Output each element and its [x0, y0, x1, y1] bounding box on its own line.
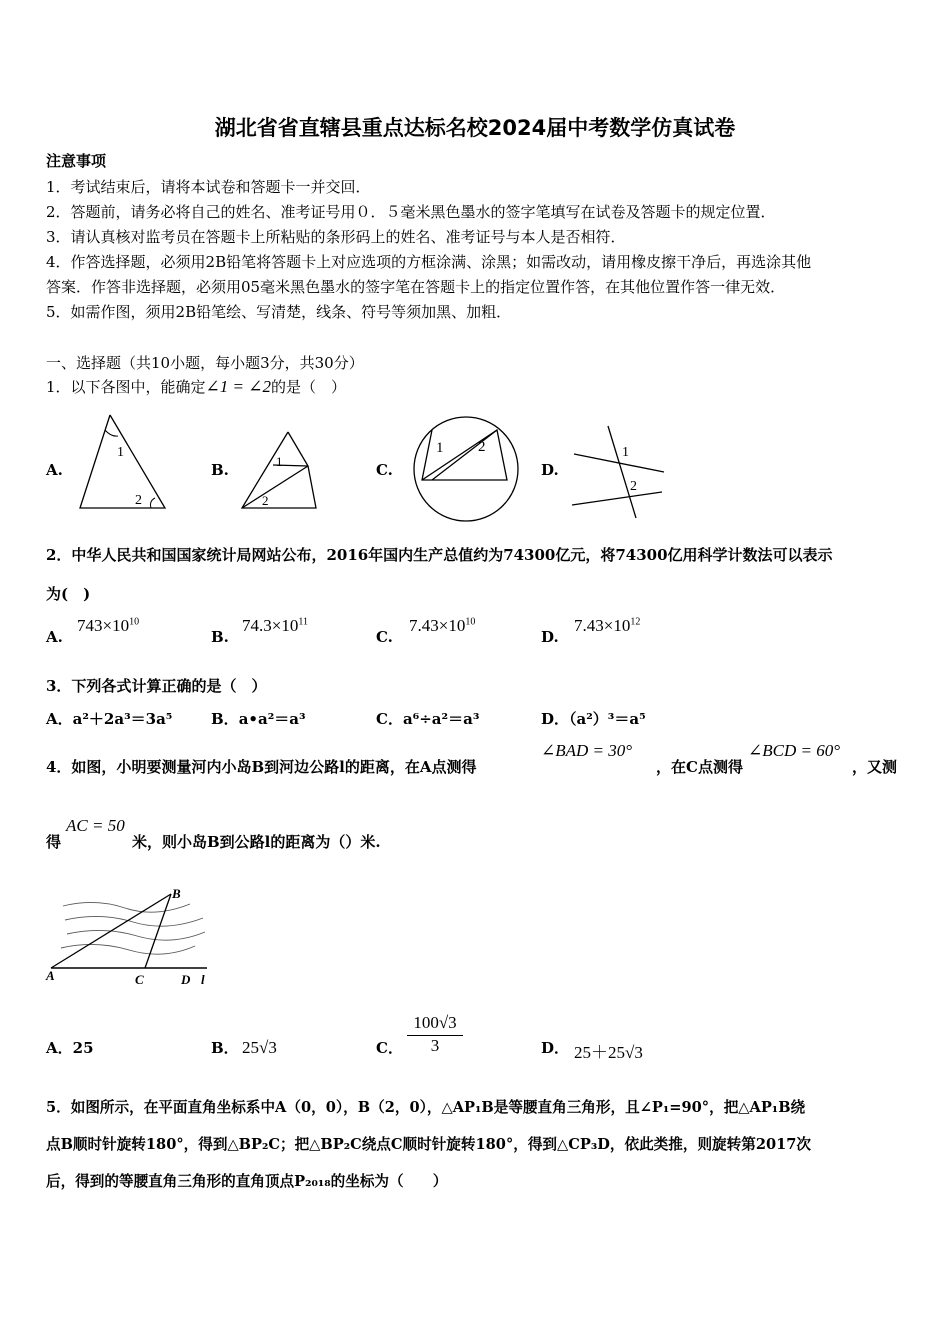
- q4-option-b-label: B．: [211, 1039, 239, 1057]
- q2-option-a: A.: [46, 628, 63, 646]
- q1-option-d: D.: [541, 461, 559, 479]
- q4-ac-length: AC = 50: [66, 816, 125, 835]
- q4-option-c-fraction: 100√3 3: [407, 1013, 463, 1056]
- question-4-stem: 4．如图，小明要测量河内小岛B到河边公路l的距离，在A点测得: [46, 758, 477, 776]
- notice-item: 5．如需作图，须用2B铅笔绘、写清楚，线条、符号等须加黑、加粗．: [46, 303, 512, 321]
- q2-option-d-value: $7.43\times 10^{12}$: [574, 616, 641, 635]
- question-5-stem-cont: 后，得到的等腰直角三角形的直角顶点P₂₀₁₈的坐标为（ ）: [46, 1173, 448, 1190]
- q1-figure-b: [238, 432, 328, 512]
- q1-option-a: A.: [46, 461, 63, 479]
- q2-option-b: B.: [211, 628, 229, 646]
- notice-item: 2．答题前，请务必将自己的姓名、准考证号用０．５毫米黑色墨水的签字笔填写在试卷及答题卡的规定位置．: [46, 203, 776, 221]
- q4-option-a: A．25: [46, 1039, 94, 1057]
- q3-option-c: C．a⁶÷a²＝a³: [376, 710, 480, 728]
- q1-option-c: C.: [376, 461, 393, 479]
- svg-text:1: 1: [622, 445, 629, 460]
- question-1-stem: 1．以下各图中，能确定∠1 = ∠2的是（ ）: [46, 377, 347, 396]
- q2-option-d: D.: [541, 628, 559, 646]
- question-3-stem: 3．下列各式计算正确的是（ ）: [46, 677, 267, 695]
- svg-text:D: D: [181, 972, 191, 987]
- question-5-stem: 5．如图所示，在平面直角坐标系中A（0，0），B（2，0），△AP₁B是等腰直角三角形，且∠P₁=90°，把△AP₁B绕: [46, 1099, 806, 1116]
- svg-text:l: l: [201, 972, 205, 987]
- svg-text:1: 1: [276, 454, 283, 469]
- q3-option-b: B．a•a²＝a³: [211, 710, 306, 728]
- q4-option-b-value: 25√3: [242, 1038, 277, 1057]
- svg-text:A: A: [46, 968, 55, 983]
- q2-option-c: C.: [376, 628, 393, 646]
- q4-figure: [45, 884, 215, 989]
- question-4-stem-e: 米，则小岛B到公路l的距离为（）米.: [132, 833, 381, 851]
- notice-item: 答案．作答非选择题，必须用05毫米黑色墨水的签字笔在答题卡上的指定位置作答，在其他位置作答一律无效．: [46, 278, 786, 296]
- q2-option-c-value: $7.43\times 10^{10}$: [409, 616, 476, 635]
- notice-item: 4．作答选择题，必须用2B铅笔将答题卡上对应选项的方框涂满、涂黑；如需改动，请用橡皮擦干净后，再选涂其他: [46, 253, 812, 271]
- svg-text:1: 1: [436, 440, 444, 456]
- notice-heading: 注意事项: [46, 152, 107, 170]
- question-5-stem-cont: 点B顺时针旋转180°，得到△BP₂C；把△BP₂C绕点C顺时针旋转180°，得到△CP₃D，依此类推，则旋转第2017次: [46, 1136, 812, 1153]
- page-title: 湖北省省直辖县重点达标名校2024届中考数学仿真试卷: [214, 116, 736, 140]
- q1-figure-a: [75, 415, 175, 515]
- q4-option-d-value: 25＋25√3: [574, 1043, 643, 1062]
- svg-text:2: 2: [478, 439, 486, 455]
- svg-text:2: 2: [135, 493, 142, 508]
- notice-item: 3．请认真核对监考员在答题卡上所粘贴的条形码上的姓名、准考证号与本人是否相符．: [46, 228, 626, 246]
- question-4-stem-b: ，在C点测得: [656, 758, 743, 776]
- q1-option-b: B.: [211, 461, 229, 479]
- q4-angle-bcd: ∠BCD = 60°: [748, 741, 841, 760]
- question-2-stem: 2．中华人民共和国国家统计局网站公布，2016年国内生产总值约为74300亿元，将74300亿用科学计数法可以表示: [46, 546, 833, 564]
- question-4-stem-c: ，又测: [852, 758, 898, 776]
- q3-option-a: A．a²＋2a³＝3a⁵: [46, 710, 173, 728]
- notice-item: 1．考试结束后，请将本试卷和答题卡一并交回．: [46, 178, 371, 196]
- svg-text:1: 1: [117, 445, 124, 460]
- q1-figure-c: [412, 415, 522, 525]
- svg-text:B: B: [172, 886, 181, 901]
- q2-option-a-value: $743\times 10^{10}$: [77, 616, 140, 635]
- svg-text:2: 2: [262, 493, 269, 508]
- svg-text:2: 2: [630, 479, 637, 494]
- q4-option-c-label: C．: [376, 1039, 403, 1057]
- q2-option-b-value: $74.3\times 10^{11}$: [242, 616, 308, 635]
- svg-text:C: C: [135, 972, 144, 987]
- q1-figure-d: [570, 422, 670, 522]
- q4-angle-bad: ∠BAD = 30°: [541, 741, 633, 760]
- question-2-stem-cont: 为( ): [46, 585, 91, 603]
- q4-option-d-label: D．: [541, 1039, 570, 1057]
- question-4-stem-d: 得: [46, 833, 62, 851]
- q3-option-d: D．（a²）³＝a⁵: [541, 710, 646, 728]
- section-heading: 一、选择题（共10小题，每小题3分，共30分）: [46, 354, 364, 372]
